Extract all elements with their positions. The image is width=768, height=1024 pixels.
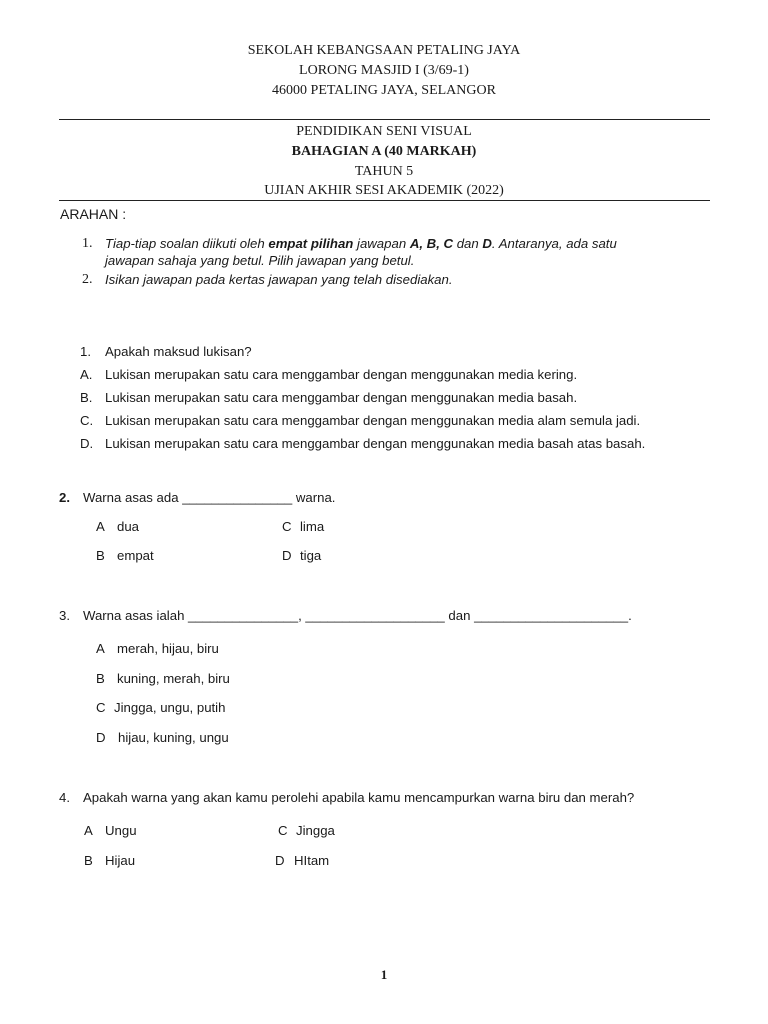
- question-3-option-letter: C: [96, 700, 106, 715]
- question-4-option-c: Jingga: [296, 823, 335, 838]
- question-1-option-c: Lukisan merupakan satu cara menggambar dengan menggunakan media alam semula jadi.: [105, 413, 641, 428]
- question-1-number: 1.: [80, 344, 91, 359]
- question-1-option-letter: C.: [80, 413, 94, 428]
- question-2-option-c: lima: [300, 519, 325, 534]
- page-number: 1: [380, 967, 388, 982]
- section-title: BAHAGIAN A (40 MARKAH): [291, 144, 477, 159]
- question-1-option-letter: A.: [80, 367, 93, 382]
- question-2-option-b: empat: [117, 548, 154, 563]
- question-2-option-letter: C: [282, 519, 292, 534]
- title-divider: [59, 200, 710, 201]
- school-name: SEKOLAH KEBANGSAAN PETALING JAYA: [247, 43, 521, 58]
- question-1-option-letter: D.: [80, 436, 94, 451]
- question-1-option-d: Lukisan merupakan satu cara menggambar dengan menggunakan media basah atas basah.: [105, 436, 646, 451]
- question-2-text: Warna asas ada _______________ warna.: [83, 490, 336, 505]
- question-3-option-d: hijau, kuning, ungu: [118, 730, 229, 745]
- subject-title: PENDIDIKAN SENI VISUAL: [296, 124, 472, 139]
- question-4-option-a: Ungu: [105, 823, 137, 838]
- question-3-option-letter: B: [96, 671, 105, 686]
- year-label: TAHUN 5: [354, 164, 414, 179]
- question-2-option-a: dua: [117, 519, 140, 534]
- question-3-option-letter: A: [96, 641, 105, 656]
- instruction-1-text: Tiap-tiap soalan diikuti oleh empat pilihan jawapan A, B, C dan D. Antaranya, ada satu: [105, 236, 617, 251]
- instruction-2-text: Isikan jawapan pada kertas jawapan yang telah disediakan.: [105, 272, 453, 287]
- session-label: UJIAN AKHIR SESI AKADEMIK (2022): [264, 183, 504, 198]
- instructions-heading: ARAHAN :: [60, 206, 127, 222]
- question-1-text: Apakah maksud lukisan?: [105, 344, 252, 359]
- question-2-option-d: tiga: [300, 548, 322, 563]
- question-1-option-b: Lukisan merupakan satu cara menggambar dengan menggunakan media basah.: [105, 390, 578, 405]
- question-2-option-letter: D: [282, 548, 292, 563]
- instruction-1-number: 1.: [82, 236, 93, 251]
- question-3-option-c: Jingga, ungu, putih: [114, 700, 226, 715]
- question-2-option-letter: B: [96, 548, 105, 563]
- question-3-option-letter: D: [96, 730, 106, 745]
- instruction-1-text-line-2: jawapan sahaja yang betul. Pilih jawapan yang betul.: [105, 253, 415, 268]
- question-4-option-letter: A: [84, 823, 93, 838]
- question-2-number: 2.: [59, 490, 70, 505]
- question-4-option-letter: D: [275, 853, 285, 868]
- question-3-text: Warna asas ialah _______________, ___________________ dan _____________________.: [83, 608, 632, 623]
- address-line-2: 46000 PETALING JAYA, SELANGOR: [272, 83, 496, 98]
- question-4-option-d: HItam: [294, 853, 330, 868]
- address-line-1: LORONG MASJID I (3/69-1): [299, 63, 469, 78]
- question-4-option-letter: B: [84, 853, 93, 868]
- question-4-number: 4.: [59, 790, 70, 805]
- question-4-option-letter: C: [278, 823, 288, 838]
- header-divider: [59, 119, 710, 120]
- question-3-option-a: merah, hijau, biru: [117, 641, 219, 656]
- question-3-number: 3.: [59, 608, 70, 623]
- question-2-option-letter: A: [96, 519, 105, 534]
- question-4-text: Apakah warna yang akan kamu perolehi apabila kamu mencampurkan warna biru dan merah?: [83, 790, 635, 805]
- question-3-option-b: kuning, merah, biru: [117, 671, 230, 686]
- question-1-option-letter: B.: [80, 390, 93, 405]
- instruction-2-number: 2.: [82, 272, 93, 287]
- question-4-option-b: Hijau: [105, 853, 136, 868]
- question-1-option-a: Lukisan merupakan satu cara menggambar dengan menggunakan media kering.: [105, 367, 578, 382]
